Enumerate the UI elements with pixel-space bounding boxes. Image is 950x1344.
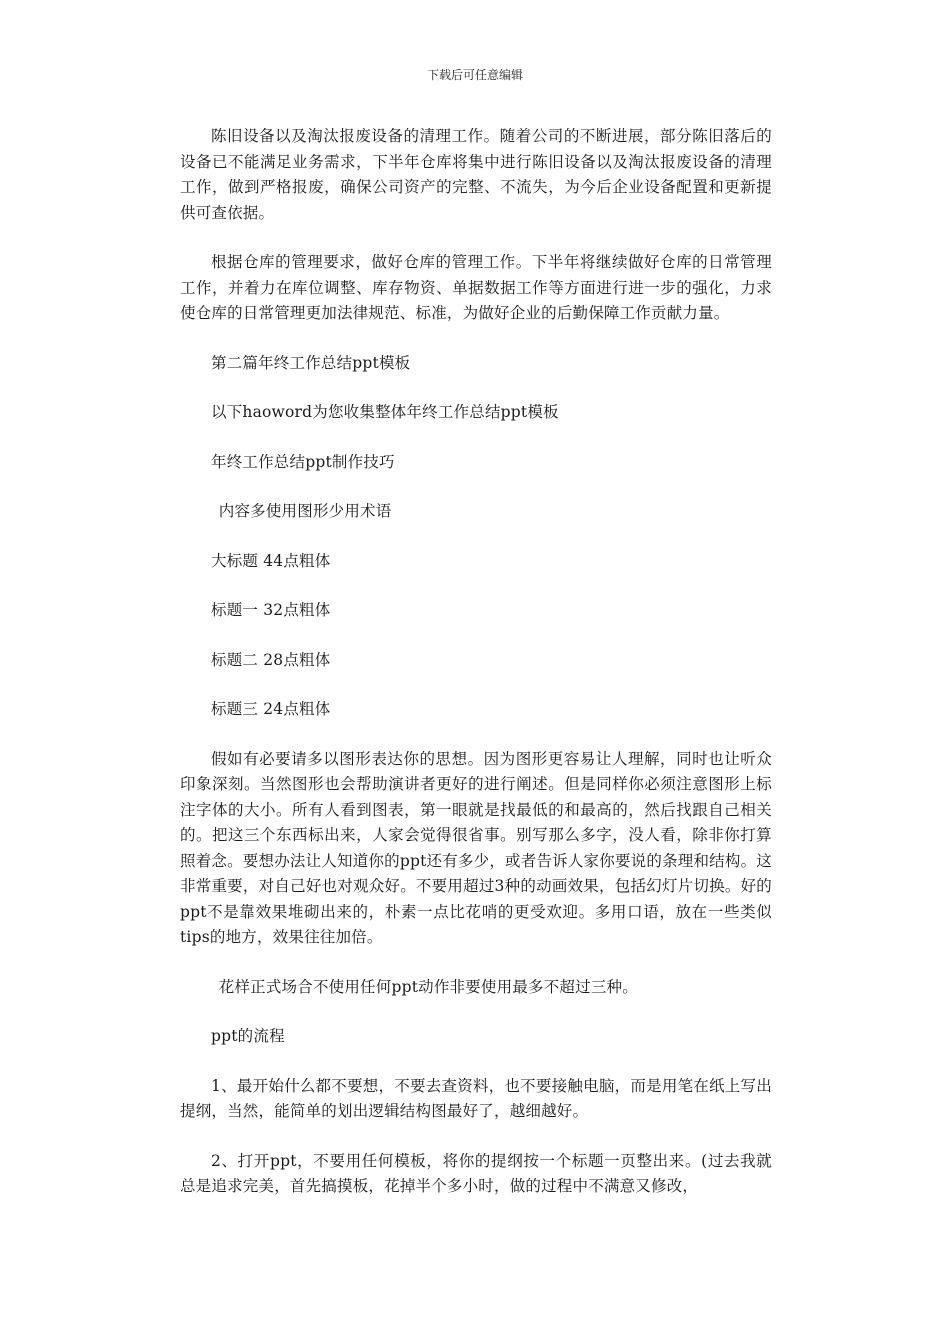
section-title: 第二篇年终工作总结ppt模板 [211,353,411,372]
process-step-1: 1、最开始什么都不要想，不要去查资料，也不要接触电脑，而是用笔在纸上写出提纲，当然，能简单的划出逻辑结构图最好了，越细越好。 [180,1076,772,1120]
animation-rule: 花样正式场合不使用任何ppt动作非要使用最多不超过三种。 [218,977,638,996]
page-header: 下载后可任意编辑 [426,68,523,82]
font-size-heading-2: 标题二 28点粗体 [211,650,331,669]
tips-heading: 年终工作总结ppt制作技巧 [211,452,395,471]
process-step-2: 2、打开ppt，不要用任何模板，将你的提纲按一个标题一页整出来。(过去我就总是追求完美，首先搞摸板，花掉半个多小时，做的过程中不满意又修改， [180,1151,772,1195]
tip-graphics-heading: 内容多使用图形少用术语 [218,502,392,520]
document-body [180,124,772,1224]
font-size-heading-3: 标题三 24点粗体 [211,700,331,718]
paragraph-equipment-cleanup: 陈旧设备以及淘汰报废设备的清理工作。随着公司的不断进展，部分陈旧落后的设备已不能满足业务需求，下半年仓库将集中进行陈旧设备以及淘汰报废设备的清理工作，做到严格报废，确保公司资产的完整、不流失，为今后企业设备配置和更新提供可查依据。 [180,127,772,222]
font-size-main-title: 大标题 44点粗体 [211,551,331,570]
paragraph-warehouse-management: 根据仓库的管理要求，做好仓库的管理工作。下半年将继续做好仓库的日常管理工作，并着力在库位调整、库存物资、单据数据工作等方面进行进一步的强化，力求使仓库的日常管理更加法律规范、标准，为做好企业的后勤保障工作贡献力量。 [180,253,772,322]
intro-line: 以下haoword为您收集整体年终工作总结ppt模板 [211,403,559,421]
font-size-heading-1: 标题一 32点粗体 [211,601,331,619]
paragraph-graphics-advice: 假如有必要请多以图形表达你的思想。因为图形更容易让人理解，同时也让听众印象深刻。当然图形也会帮助演讲者更好的进行阐述。但是同样你必须注意图形上标注字体的大小。所有人看到图表，第一眼就是找最低的和最高的，然后找跟自己相关的。把这三个东西标出来，人家会觉得很省事。别写那么多字，没人看，除非你打算照着念。要想办法让人知道你的ppt还有多少，或者告诉人家你要说的条理和结构。这非常重要，对自己好也对观众好。不要用超过3种的动画效果，包括幻灯片切换。好的ppt不是靠效果堆砌出来的，朴素一点比花哨的更受欢迎。多用口语，放在一些类似tips的地方，效果往往加倍。 [180,749,772,946]
process-heading: ppt的流程 [211,1027,285,1045]
